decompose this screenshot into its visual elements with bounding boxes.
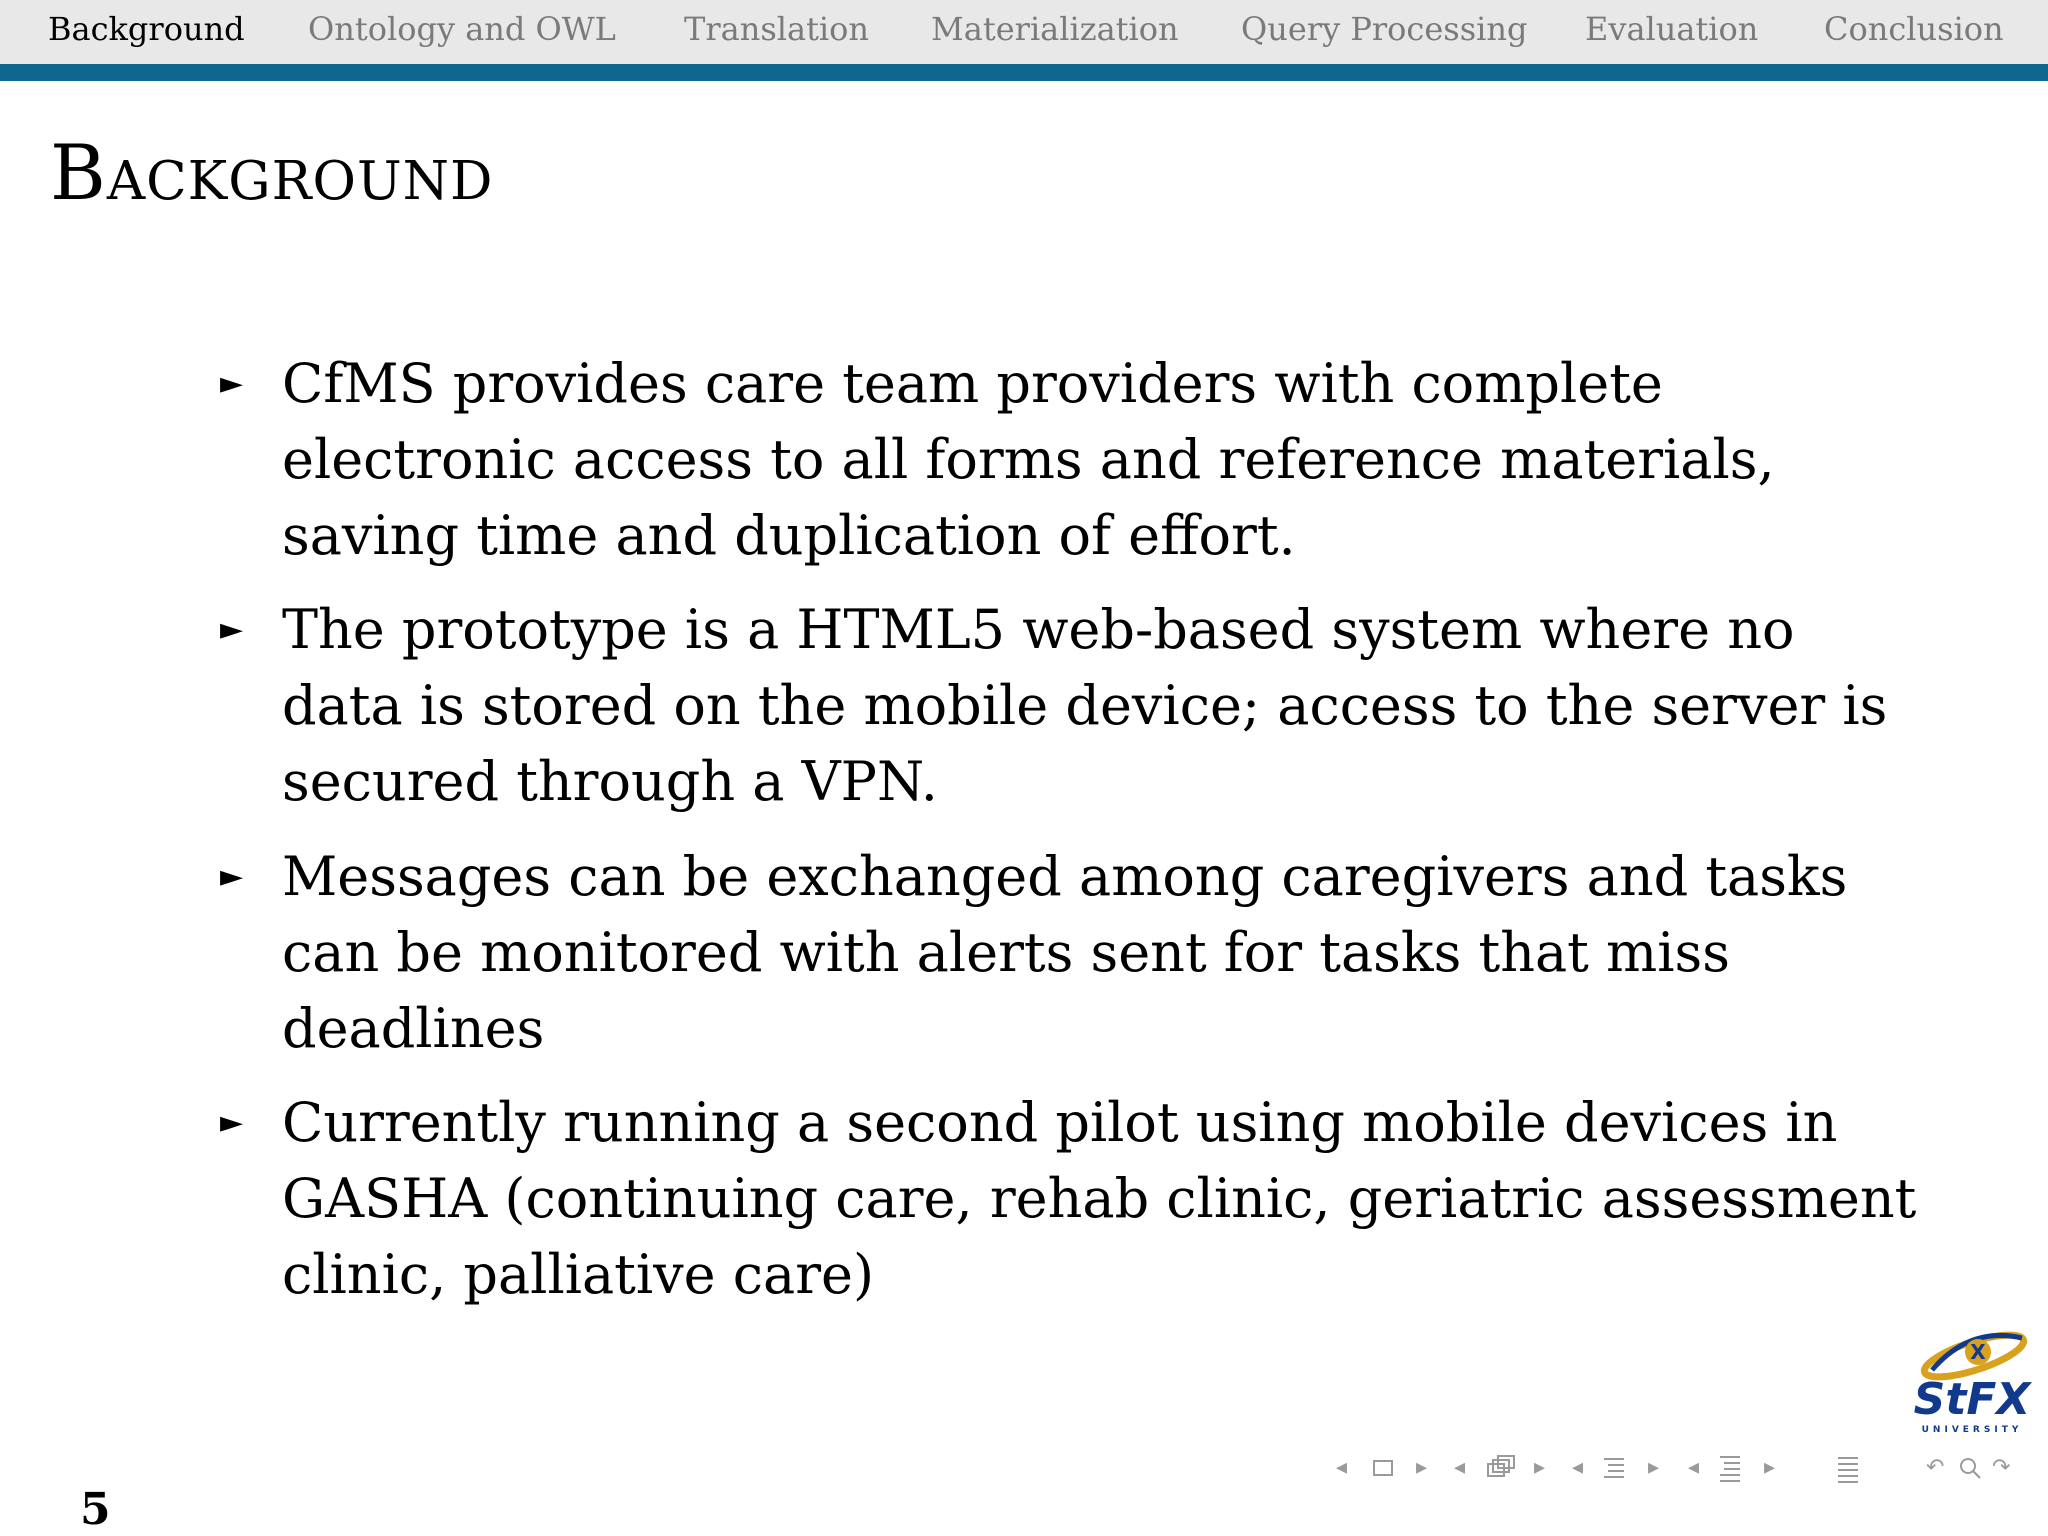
- nav-prev-icon[interactable]: ◂: [1572, 1455, 1584, 1480]
- search-icon[interactable]: [1958, 1450, 1984, 1498]
- bullet-line: electronic access to all forms and reference materials,: [282, 428, 1775, 491]
- bullet-line: secured through a VPN.: [282, 750, 938, 813]
- logo-subtext: UNIVERSITY: [1921, 1425, 2023, 1435]
- bullet-line: GASHA (continuing care, rehab clinic, geriatric assessment: [282, 1167, 1917, 1230]
- nav-item-translation[interactable]: Translation: [684, 10, 870, 48]
- bullet-line: clinic, palliative care): [282, 1243, 875, 1306]
- nav-next-icon[interactable]: ▸: [1764, 1455, 1776, 1480]
- bullet-line: deadlines: [282, 997, 545, 1060]
- nav-item-evaluation[interactable]: Evaluation: [1585, 10, 1759, 48]
- bullet-marker: ►: [220, 859, 244, 894]
- subsection-icon[interactable]: [1486, 1450, 1516, 1498]
- slide-title: Background: [50, 128, 494, 217]
- bullet-line: saving time and duplication of effort.: [282, 504, 1296, 567]
- logo-mark-icon: [1910, 1318, 2034, 1438]
- section-icon[interactable]: [1602, 1450, 1628, 1498]
- bullet-item: [282, 592, 1922, 820]
- nav-item-query-processing[interactable]: Query Processing: [1241, 10, 1528, 48]
- frame-icon[interactable]: [1372, 1450, 1396, 1498]
- bullet-marker: ►: [220, 612, 244, 647]
- bullet-marker: ►: [220, 366, 244, 401]
- redo-icon[interactable]: ↷: [1992, 1455, 2011, 1480]
- nav-next-icon[interactable]: ▸: [1534, 1455, 1546, 1480]
- bullet-line: Messages can be exchanged among caregivers and tasks: [282, 845, 1848, 908]
- toc-icon[interactable]: [1718, 1450, 1744, 1498]
- nav-item-background[interactable]: Background: [48, 10, 245, 48]
- page-number: 5: [80, 1484, 111, 1535]
- bullet-line: data is stored on the mobile device; access to the server is: [282, 674, 1888, 737]
- svg-text:X: X: [1970, 1340, 1986, 1364]
- bullet-item: [282, 839, 1922, 1067]
- nav-item-ontology-and-owl[interactable]: Ontology and OWL: [308, 10, 616, 48]
- nav-prev-icon[interactable]: ◂: [1336, 1455, 1348, 1480]
- bullet-line: can be monitored with alerts sent for tasks that miss: [282, 921, 1730, 984]
- nav-next-icon[interactable]: ▸: [1416, 1455, 1428, 1480]
- toc-icon[interactable]: [1836, 1450, 1862, 1498]
- logo-wordmark: StFX: [1913, 1374, 2031, 1425]
- accent-rule: [0, 64, 2048, 81]
- nav-prev-icon[interactable]: ◂: [1454, 1455, 1466, 1480]
- bullet-line: Currently running a second pilot using mobile devices in: [282, 1091, 1838, 1154]
- bullet-line: CfMS provides care team providers with complete: [282, 352, 1663, 415]
- nav-item-materialization[interactable]: Materialization: [931, 10, 1179, 48]
- nav-prev-icon[interactable]: ◂: [1688, 1455, 1700, 1480]
- undo-icon[interactable]: ↶: [1926, 1455, 1945, 1480]
- stfx-university-logo: [1910, 1318, 2034, 1438]
- bullet-item: [282, 1085, 1922, 1313]
- bullet-line: The prototype is a HTML5 web-based system where no: [282, 598, 1795, 661]
- bullet-marker: ►: [220, 1105, 244, 1140]
- nav-next-icon[interactable]: ▸: [1648, 1455, 1660, 1480]
- section-navigation-bar: [0, 0, 2048, 64]
- bullet-item: [282, 346, 1922, 574]
- nav-item-conclusion[interactable]: Conclusion: [1824, 10, 2004, 48]
